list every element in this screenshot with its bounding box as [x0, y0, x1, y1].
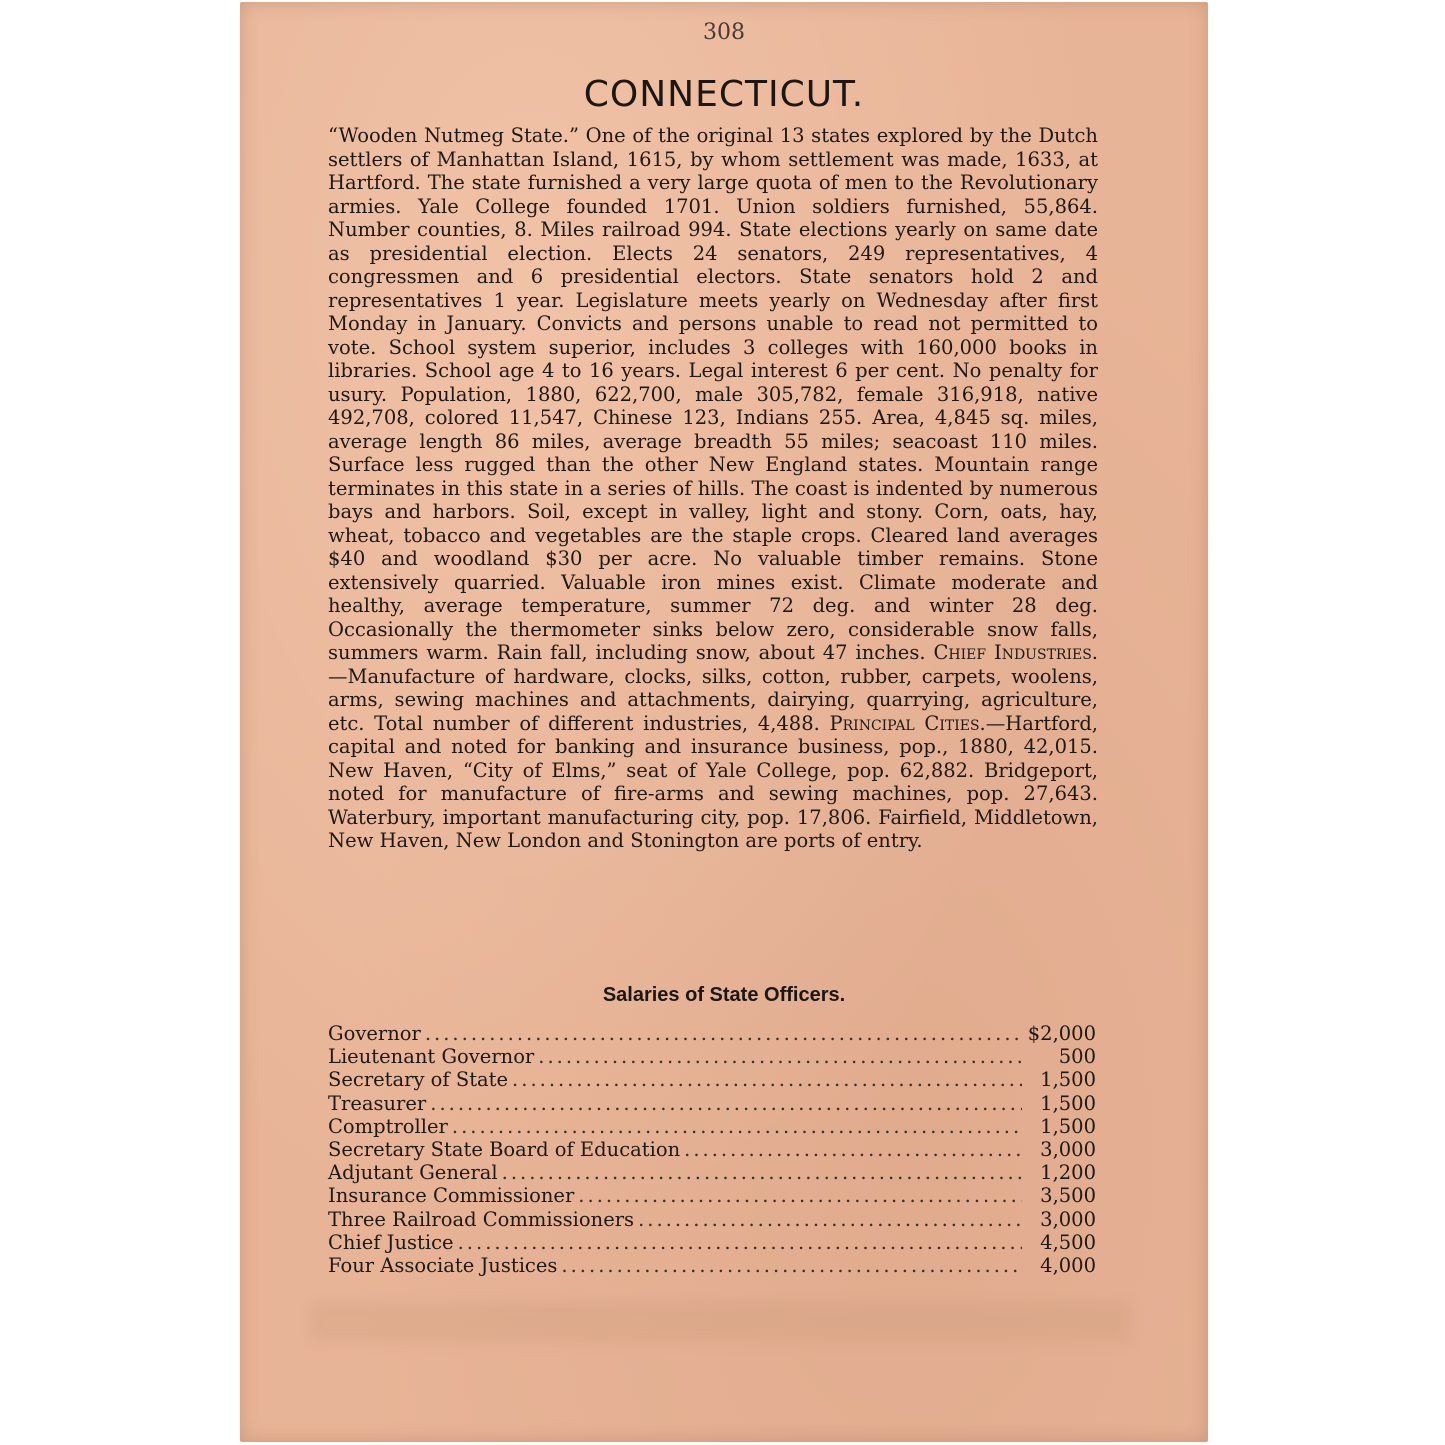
salary-row [328, 1254, 1096, 1277]
leader-dots [638, 1208, 1022, 1231]
salary-title: Comptroller [328, 1114, 448, 1138]
description-paragraph: “Wooden Nutmeg State.” One of the original 13 states explored by the Dutch settlers of Manhattan Island, 1615, by whom settlement was made, 1633, at Hartford. The state furnished a very large quota of men to the Revolutionary armies. Yale College founded 1701. Union soldiers furnished, 55,864. Number counties, 8. Miles railroad 994. State elections yearly on same date as presidential election. Elects 24 senators, 249 representatives, 4 congressmen and 6 presidential electors. State senators hold 2 and representatives 1 year. Legislature meets yearly on Wednesday after first Monday in January. Convicts and persons unable to read not permitted to vote. School system superior, includes 3 colleges with 160,000 books in libraries. School age 4 to 16 years. Legal interest 6 per cent. No penalty for usury. Population, 1880, 622,700, male 305,782, female 316,918, native 492,708, colored 11,547, Chinese 123, Indians 255. Area, 4,845 sq. miles, average length 86 miles, average breadth 55 miles; seacoast 110 miles. Surface less rugged than the other New England states. Mountain range terminates in this state in a series of hills. The coast is indented by numerous bays and harbors. Soil, except in valley, light and stony. Corn, oats, hay, wheat, tobacco and vegetables are the staple crops. Cleared land averages $40 and woodland $30 per acre. No valuable timber remains. Stone extensively quarried. Valuable iron mines exist. Climate moderate and healthy, average temperature, summer 72 deg. and winter 28 deg. Occasionally the thermometer sinks below zero, considerable snow falls, summers warm. Rain fall, including snow, about 47 inches. [328, 124, 1098, 664]
state-description [328, 124, 1098, 853]
leader-dots [502, 1161, 1022, 1184]
salary-amount: 1,200 [1040, 1161, 1096, 1185]
salary-amount: 1,500 [1040, 1068, 1096, 1092]
salary-amount: 3,500 [1040, 1184, 1096, 1208]
leader-dots [458, 1231, 1022, 1254]
leader-dots [430, 1092, 1022, 1115]
leader-dots [512, 1068, 1022, 1091]
salary-row [328, 1161, 1096, 1184]
salary-row [328, 1184, 1096, 1207]
salary-title: Governor [328, 1022, 421, 1045]
leader-dots [684, 1138, 1022, 1161]
salary-row [328, 1045, 1096, 1068]
salary-title: Adjutant General [328, 1161, 498, 1185]
chief-industries-heading: Chief Industries. [933, 641, 1098, 664]
salary-title: Insurance Commissioner [328, 1184, 575, 1208]
salary-amount: 3,000 [1040, 1207, 1096, 1231]
leader-dots [452, 1115, 1022, 1138]
salary-row [328, 1231, 1096, 1254]
salary-row [328, 1092, 1096, 1115]
salary-amount: 500 [1058, 1045, 1096, 1069]
leader-dots [425, 1022, 1022, 1045]
salary-title: Lieutenant Governor [328, 1045, 535, 1069]
salary-title: Chief Justice [328, 1230, 454, 1254]
page-number: 308 [703, 20, 745, 45]
salary-amount: 4,000 [1040, 1253, 1096, 1277]
salary-row [328, 1068, 1096, 1091]
salary-amount: 1,500 [1040, 1091, 1096, 1115]
salary-amount: 1,500 [1040, 1114, 1096, 1138]
leader-dots [561, 1254, 1022, 1277]
salary-title: Four Associate Justices [328, 1253, 558, 1277]
leader-dots [578, 1184, 1022, 1207]
page-title: CONNECTICUT. [583, 74, 865, 115]
salaries-table [328, 1022, 1096, 1277]
salary-amount: $2,000 [1027, 1022, 1096, 1045]
principal-cities-text: —Hartford, capital and noted for banking and insurance business, pop., 1880, 42,015. New Haven, “City of Elms,” seat of Yale College, pop. 62,882. Bridgeport, noted for manufacture of fire-arms and sewing machines, pop. 27,643. Waterbury, important manufacturing city, pop. 17,806. Fairfield, Middletown, New Haven, New London and Stonington are ports of entry. [328, 711, 1098, 852]
salaries-heading: Salaries of State Officers. [602, 984, 846, 1006]
salary-row [328, 1208, 1096, 1231]
salary-amount: 4,500 [1040, 1230, 1096, 1254]
book-page [240, 2, 1208, 1442]
salary-row [328, 1022, 1096, 1045]
salary-title: Three Railroad Commissioners [328, 1207, 635, 1231]
chief-industries-text: —Manufacture of hardware, clocks, silks, cotton, rubber, carpets, woolens, arms, sewing machines and attachments, dairying, quarrying, agriculture, etc. Total number of different industries, 4,488. [328, 664, 1098, 735]
salary-amount: 3,000 [1040, 1137, 1096, 1161]
principal-cities-heading: Principal Cities. [829, 711, 986, 735]
leader-dots [538, 1045, 1022, 1068]
salary-title: Secretary of State [328, 1068, 509, 1092]
salary-row [328, 1115, 1096, 1138]
salary-row [328, 1138, 1096, 1161]
salary-title: Treasurer [328, 1091, 427, 1115]
salary-title: Secretary State Board of Education [328, 1137, 681, 1161]
paper-stain [310, 1302, 1130, 1342]
